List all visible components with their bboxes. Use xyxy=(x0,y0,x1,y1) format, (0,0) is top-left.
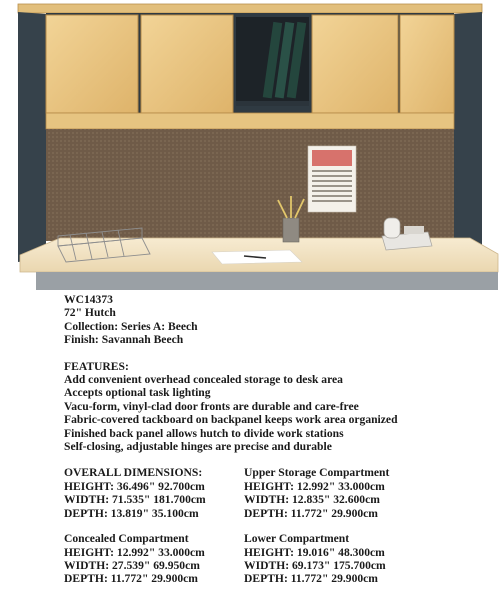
overall-dimensions xyxy=(64,466,244,520)
lower-height: HEIGHT: 19.016" 48.300cm xyxy=(244,545,385,559)
upper-storage-dimensions xyxy=(244,466,494,520)
features-heading: FEATURES: xyxy=(64,359,129,373)
upper-heading: Upper Storage Compartment xyxy=(244,466,390,480)
cabinet-door-4 xyxy=(400,15,454,113)
lower-depth: DEPTH: 11.772" 29.900cm xyxy=(244,572,378,586)
pencil-cup xyxy=(283,218,299,242)
feature-item: Fabric-covered tackboard on backpanel keeps work area organized xyxy=(64,413,398,427)
overall-heading: OVERALL DIMENSIONS: xyxy=(64,466,203,480)
lower-heading: Lower Compartment xyxy=(244,532,350,546)
feature-item: Add convenient overhead concealed storage to desk area xyxy=(64,373,343,387)
concealed-depth: DEPTH: 11.772" 29.900cm xyxy=(64,572,198,586)
feature-item: Accepts optional task lighting xyxy=(64,386,211,400)
overall-height: HEIGHT: 36.496" 92.700cm xyxy=(64,479,205,493)
upper-height: HEIGHT: 12.992" 33.000cm xyxy=(244,479,385,493)
product-code: WC14373 xyxy=(64,293,113,306)
dimensions-row-2 xyxy=(64,532,494,586)
concealed-height: HEIGHT: 12.992" 33.000cm xyxy=(64,545,205,559)
concealed-heading: Concealed Compartment xyxy=(64,532,189,546)
feature-item: Finished back panel allows hutch to divide work stations xyxy=(64,426,344,440)
overall-depth: DEPTH: 13.819" 35.100cm xyxy=(64,506,199,520)
dimensions-row-1 xyxy=(64,466,494,520)
lower-width: WIDTH: 69.173" 175.700cm xyxy=(244,558,386,572)
left-side-panel xyxy=(18,12,46,262)
upper-width: WIDTH: 12.835" 32.600cm xyxy=(244,493,380,507)
product-finish: Finish: Savannah Beech xyxy=(64,333,184,347)
feature-item: Self-closing, adjustable hinges are precise and durable xyxy=(64,440,332,454)
overall-width: WIDTH: 71.535" 181.700cm xyxy=(64,493,206,507)
cabinet-door-3 xyxy=(312,15,398,113)
cabinet-door-1 xyxy=(46,15,138,113)
concealed-dimensions xyxy=(64,532,244,586)
concealed-width: WIDTH: 27.539" 69.950cm xyxy=(64,558,200,572)
light-rail xyxy=(46,113,454,129)
product-collection: Collection: Series A: Beech xyxy=(64,319,198,333)
product-name: 72" Hutch xyxy=(64,306,116,320)
cabinet-door-2 xyxy=(141,15,233,113)
feature-item: Vacu-form, vinyl-clad door fronts are durable and care-free xyxy=(64,399,359,413)
lower-dimensions xyxy=(244,532,494,586)
desk-base xyxy=(36,272,498,290)
right-side-panel xyxy=(454,12,482,262)
product-photo xyxy=(0,0,500,290)
hutch-top xyxy=(18,4,482,13)
upper-depth: DEPTH: 11.772" 29.900cm xyxy=(244,506,378,520)
product-spec-text xyxy=(64,293,494,586)
